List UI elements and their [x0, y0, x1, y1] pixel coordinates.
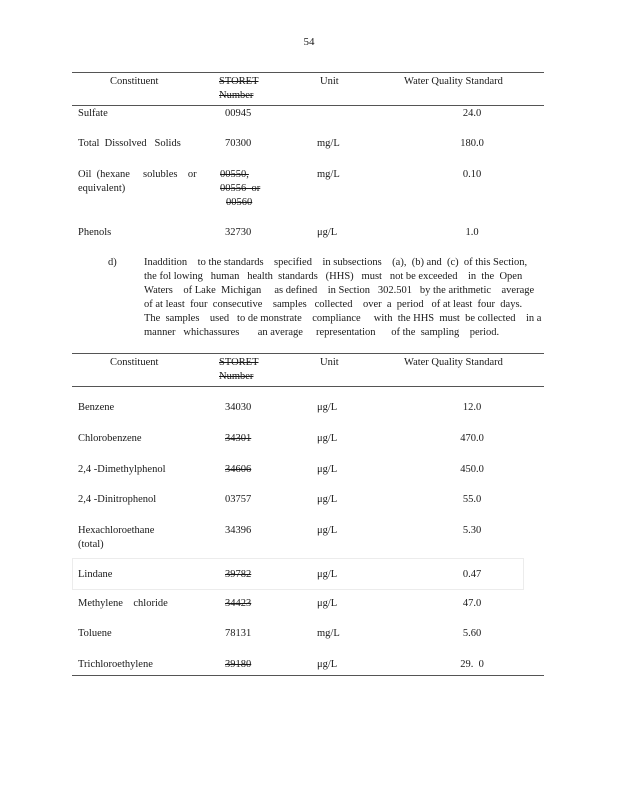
- cell-storet: 70300: [225, 138, 252, 149]
- cell-unit: μg/L: [317, 598, 338, 609]
- cell-storet: 00945: [225, 108, 252, 119]
- header-unit: Unit: [320, 76, 339, 87]
- cell-constituent: 2,4 -Dimethylphenol: [78, 464, 166, 475]
- cell-standard: 1.0: [465, 227, 479, 238]
- cell-constituent: Methylene chloride: [78, 598, 168, 609]
- cell-storet: [220, 168, 260, 210]
- paragraph-line: Inaddition to the standards specified in subsections (a), (b) and (c) of this Section,: [144, 257, 528, 268]
- cell-unit: μg/L: [317, 464, 338, 475]
- cell-constituent: Toluene: [78, 628, 112, 639]
- cell-standard: 55.0: [462, 494, 482, 505]
- cell-constituent-line2: (total): [78, 539, 104, 550]
- cell-storet: 34423: [225, 598, 252, 609]
- cell-constituent: Benzene: [78, 402, 115, 413]
- table-2: [72, 353, 544, 670]
- cell-unit: μg/L: [317, 569, 338, 580]
- cell-constituent: Phenols: [78, 227, 112, 238]
- table-1: [72, 72, 544, 238]
- cell-storet: 39782: [225, 569, 252, 580]
- cell-standard: 470.0: [460, 433, 484, 444]
- cell-unit: μg/L: [317, 433, 338, 444]
- cell-constituent: 2,4 -Dinitrophenol: [78, 494, 157, 505]
- cell-storet: 03757: [225, 494, 252, 505]
- cell-storet: 34030: [225, 402, 252, 413]
- paragraph-line: Waters of Lake Michigan as defined in Section 302.501 by the arithmetic average: [144, 285, 535, 296]
- cell-constituent: [78, 168, 197, 196]
- header-storet-line1: STORET: [219, 357, 259, 368]
- cell-unit: μg/L: [317, 227, 338, 238]
- header-storet-line2: Number: [219, 371, 254, 382]
- cell-constituent: Lindane: [78, 569, 113, 580]
- paragraph-label: d): [108, 257, 117, 268]
- paragraph-body: [144, 256, 542, 340]
- cell-standard: 47.0: [462, 598, 482, 609]
- cell-unit: mg/L: [317, 628, 340, 639]
- header-standard: Water Quality Standard: [404, 76, 503, 87]
- paragraph-line: the fol lowing human health standards (HHS) must not be exceeded in the Open: [144, 271, 523, 282]
- cell-unit: μg/L: [317, 659, 338, 670]
- cell-storet-line2: 00556 or: [220, 183, 261, 194]
- header-unit: Unit: [320, 357, 339, 368]
- cell-unit: μg/L: [317, 494, 338, 505]
- header-storet: [219, 356, 258, 384]
- header-constituent: Constituent: [110, 76, 159, 87]
- cell-storet: 34396: [225, 525, 252, 536]
- cell-standard: 29. 0: [460, 659, 484, 670]
- paragraph-line: manner whichassures an average representation of the sampling period.: [144, 327, 500, 338]
- cell-constituent-line1: Oil (hexane solubles or: [78, 169, 197, 180]
- cell-storet: 34301: [225, 433, 252, 444]
- cell-constituent: Trichloroethylene: [78, 659, 153, 670]
- header-storet: [219, 75, 258, 103]
- cell-standard: 0.47: [462, 569, 482, 580]
- cell-standard: 0.10: [462, 169, 482, 180]
- cell-storet: 39180: [225, 659, 252, 670]
- header-constituent: Constituent: [110, 357, 159, 368]
- cell-standard: 5.60: [462, 628, 482, 639]
- table-1-header: [72, 72, 544, 106]
- paragraph-line: The samples used to de monstrate compliance with the HHS must be collected in a: [144, 313, 542, 324]
- cell-storet-line1: 00550,: [220, 169, 249, 180]
- cell-unit: mg/L: [317, 169, 340, 180]
- cell-standard: 12.0: [462, 402, 482, 413]
- cell-constituent: [78, 524, 154, 552]
- cell-standard: 5.30: [462, 525, 482, 536]
- table-2-header: [72, 353, 544, 387]
- table-2-bottom-rule: [72, 675, 544, 676]
- page-number: 54: [303, 36, 315, 48]
- cell-constituent: Total Dissolved Solids: [78, 138, 181, 149]
- cell-storet: 32730: [225, 227, 252, 238]
- header-storet-line1: STORET: [219, 76, 259, 87]
- cell-unit: μg/L: [317, 525, 338, 536]
- cell-standard: 450.0: [460, 464, 484, 475]
- header-standard: Water Quality Standard: [404, 357, 503, 368]
- cell-standard: 24.0: [462, 108, 482, 119]
- cell-unit: mg/L: [317, 138, 340, 149]
- cell-constituent: Chlorobenzene: [78, 433, 142, 444]
- cell-storet: 78131: [225, 628, 252, 639]
- cell-unit: μg/L: [317, 402, 338, 413]
- cell-constituent-line1: Hexachloroethane: [78, 525, 155, 536]
- cell-constituent: Sulfate: [78, 108, 108, 119]
- cell-constituent-line2: equivalent): [78, 183, 126, 194]
- paragraph-line: of at least four consecutive samples collected over a period of at least four days.: [144, 299, 523, 310]
- cell-storet-line3: 00560: [226, 197, 253, 208]
- cell-standard: 180.0: [460, 138, 484, 149]
- header-storet-line2: Number: [219, 90, 254, 101]
- cell-storet: 34606: [225, 464, 252, 475]
